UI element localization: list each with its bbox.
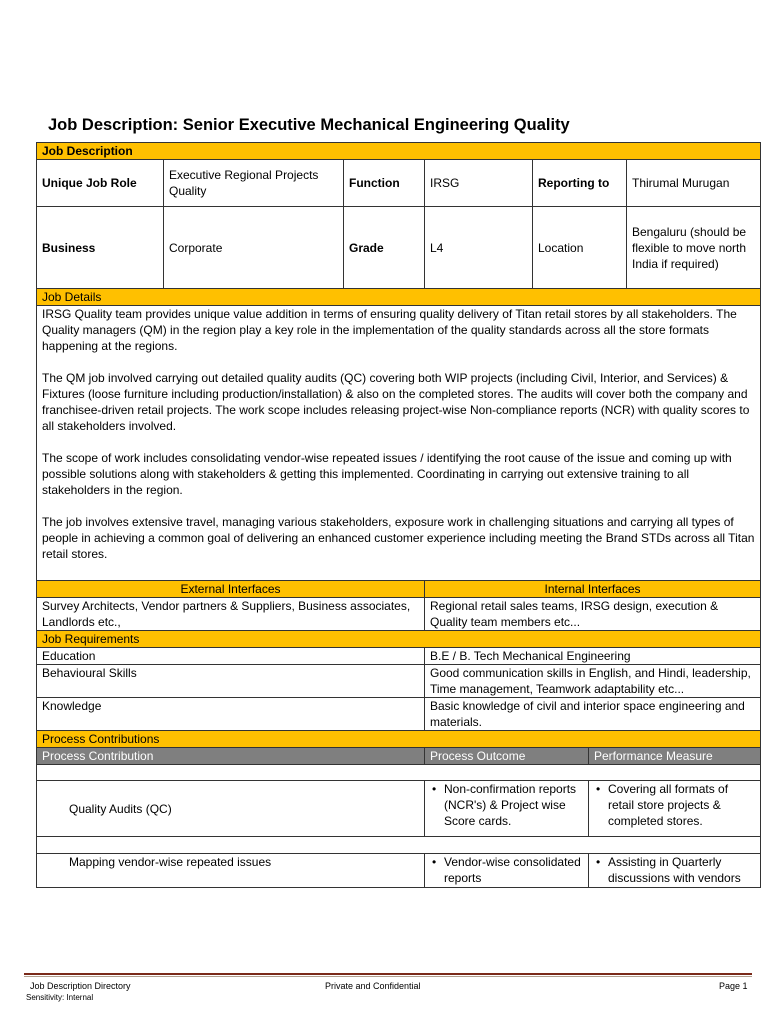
process-outcome-item: • Vendor-wise consolidated reports — [444, 854, 583, 886]
business-value: Corporate — [164, 207, 344, 289]
function-label: Function — [344, 160, 425, 207]
requirement-value: Good communication skills in English, and Hindi, leadership, Time management, Teamwork adaptability etc... — [425, 665, 761, 698]
job-details-body — [37, 306, 761, 581]
external-interfaces-header: External Interfaces — [37, 581, 425, 598]
footer-sensitivity: Sensitivity: Internal — [26, 993, 94, 1002]
function-value: IRSG — [425, 160, 533, 207]
section-process-contributions: Process Contributions — [37, 731, 761, 748]
process-outcome-cell — [425, 781, 589, 837]
spacer-row — [37, 837, 761, 854]
job-details-paragraph: The job involves extensive travel, managing various stakeholders, exposure work in challenging situations and carrying all types of people in achieving a common goal of delivering an enhanced customer experience including meeting the Brand STDs across all Titan retail stores. — [42, 515, 755, 561]
process-contribution-header: Process Contribution — [37, 748, 425, 765]
requirement-label: Knowledge — [37, 698, 425, 731]
reporting-to-value: Thirumal Murugan — [627, 160, 761, 207]
section-job-description: Job Description — [37, 143, 761, 160]
grade-value: L4 — [425, 207, 533, 289]
requirement-label: Education — [37, 648, 425, 665]
footer-divider-thin — [24, 976, 752, 977]
process-outcome-item: • Non-confirmation reports (NCR's) & Project wise Score cards. — [444, 781, 583, 829]
performance-measure-cell — [589, 854, 761, 888]
section-job-requirements: Job Requirements — [37, 631, 761, 648]
footer-divider — [24, 973, 752, 975]
location-label: Location — [533, 207, 627, 289]
business-label: Business — [37, 207, 164, 289]
process-outcome-cell — [425, 854, 589, 888]
document-title: Job Description: Senior Executive Mechanical Engineering Quality — [48, 116, 570, 134]
performance-measure-item: • Assisting in Quarterly discussions with vendors — [608, 854, 755, 886]
section-job-details: Job Details — [37, 289, 761, 306]
requirement-label: Behavioural Skills — [37, 665, 425, 698]
external-interfaces-value: Survey Architects, Vendor partners & Suppliers, Business associates, Landlords etc., — [37, 598, 425, 631]
reporting-to-label: Reporting to — [533, 160, 627, 207]
performance-measure-cell — [589, 781, 761, 837]
internal-interfaces-header: Internal Interfaces — [425, 581, 761, 598]
process-contribution-cell: Quality Audits (QC) — [37, 781, 425, 837]
unique-job-role-value: Executive Regional Projects Quality — [164, 160, 344, 207]
performance-measure-header: Performance Measure — [589, 748, 761, 765]
spacer-row — [37, 765, 761, 781]
footer-left: Job Description Directory — [30, 981, 131, 991]
requirement-value: Basic knowledge of civil and interior space engineering and materials. — [425, 698, 761, 731]
grade-label: Grade — [344, 207, 425, 289]
job-description-table — [36, 142, 761, 888]
location-value: Bengaluru (should be flexible to move north India if required) — [627, 207, 761, 289]
job-details-paragraph: The QM job involved carrying out detailed quality audits (QC) covering both WIP projects (including Civil, Interior, and Services) & Fixtures (loose furniture including production/installation) & also on the completed stores. The audits will cover both the company and franchisee-driven retail projects. The work scope includes releasing project-wise Non-compliance reports (NCR) with quality scores to all stakeholders involved. — [42, 371, 750, 433]
process-contribution-cell: Mapping vendor-wise repeated issues — [37, 854, 425, 888]
footer-center: Private and Confidential — [325, 981, 421, 991]
process-outcome-header: Process Outcome — [425, 748, 589, 765]
footer-page-number: Page 1 — [719, 981, 748, 991]
job-details-paragraph: The scope of work includes consolidating vendor-wise repeated issues / identifying the root cause of the issue and coming up with possible solutions along with stakeholders & getting this implemented. Coordinating in carrying out extensive training to all stakeholders in the region. — [42, 451, 732, 497]
performance-measure-item: • Covering all formats of retail store projects & completed stores. — [608, 781, 755, 829]
internal-interfaces-value: Regional retail sales teams, IRSG design, execution & Quality team members etc... — [425, 598, 761, 631]
unique-job-role-label: Unique Job Role — [37, 160, 164, 207]
job-details-paragraph: IRSG Quality team provides unique value addition in terms of ensuring quality delivery of Titan retail stores by all stakeholders. The Quality managers (QM) in the region play a key role in the implementation of the quality standards across all the store formats happening at the regions. — [42, 307, 737, 353]
requirement-value: B.E / B. Tech Mechanical Engineering — [425, 648, 761, 665]
